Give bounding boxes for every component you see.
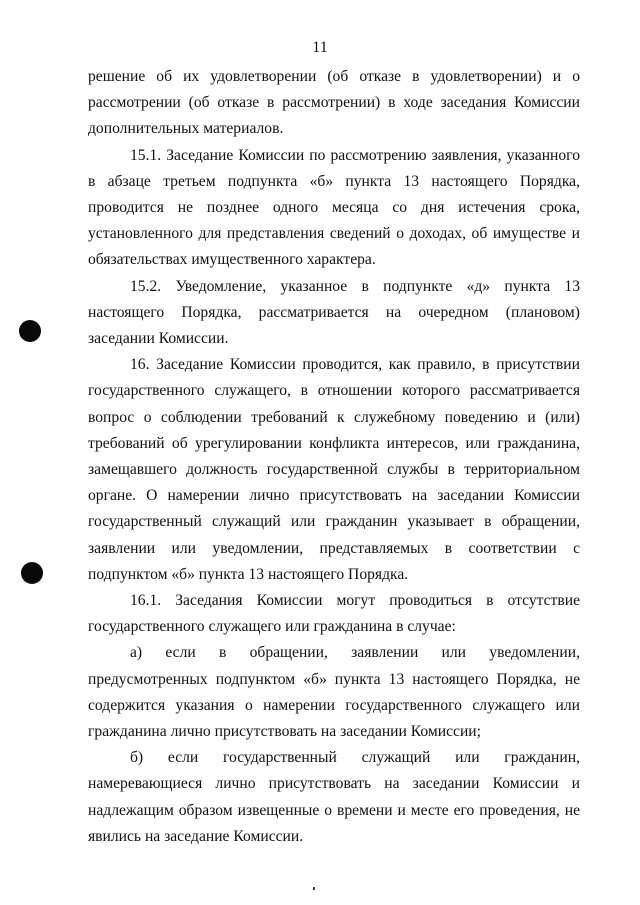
punch-hole	[21, 562, 43, 584]
paragraph-16-1-b: б) если государственный служащий или гражданин, намеревающиеся лично присутствовать на заседании Комиссии и надлежащим образом извещенные о времени и месте его проведения, не явились на заседание Комиссии.	[88, 749, 580, 845]
punch-hole	[19, 320, 41, 342]
page-number: 11	[312, 39, 328, 56]
paragraph-16: 16. Заседание Комиссии проводится, как правило, в присутствии государственного служащего, в отношении которого рассматривается вопрос о соблюдении требований к служебному поведению и (или) требований об урегулировании конфликта интересов, или гражданина, замещавшего должность государственной службы в территориальном органе. О намерении лично присутствовать на заседании Комиссии государственный служащий или гражданин указывает в обращении, заявлении или уведомлении, представляемых в соответствии с подпунктом «б» пункта 13 настоящего Порядка.	[88, 356, 580, 583]
scan-speck	[313, 887, 315, 890]
paragraph-15-2: 15.2. Уведомление, указанное в подпункте «д» пункта 13 настоящего Порядка, рассматривается на очередном (плановом) заседании Комиссии.	[88, 277, 580, 348]
paragraph-15-1: 15.1. Заседание Комиссии по рассмотрению заявления, указанного в абзаце третьем подпункта «б» пункта 13 настоящего Порядка, проводится не позднее одного месяца со дня истечения срока, установленного для представления сведений о доходах, об имуществе и обязательствах имущественного характера.	[88, 146, 580, 269]
paragraph-continuation: решение об их удовлетворении (об отказе в удовлетворении) и о рассмотрении (об отказе в рассмотрении) в ходе заседания Комиссии дополнительных материалов.	[88, 68, 580, 138]
document-body	[88, 64, 580, 850]
paragraph-16-1-a: а) если в обращении, заявлении или уведомлении, предусмотренных подпунктом «б» пункта 13 настоящего Порядка, не содержится указания о намерении государственного служащего или гражданина лично присутствовать на заседании Комиссии;	[88, 644, 580, 741]
paragraph-16-1: 16.1. Заседания Комиссии могут проводиться в отсутствие государственного служащего или гражданина в случае:	[88, 592, 580, 636]
